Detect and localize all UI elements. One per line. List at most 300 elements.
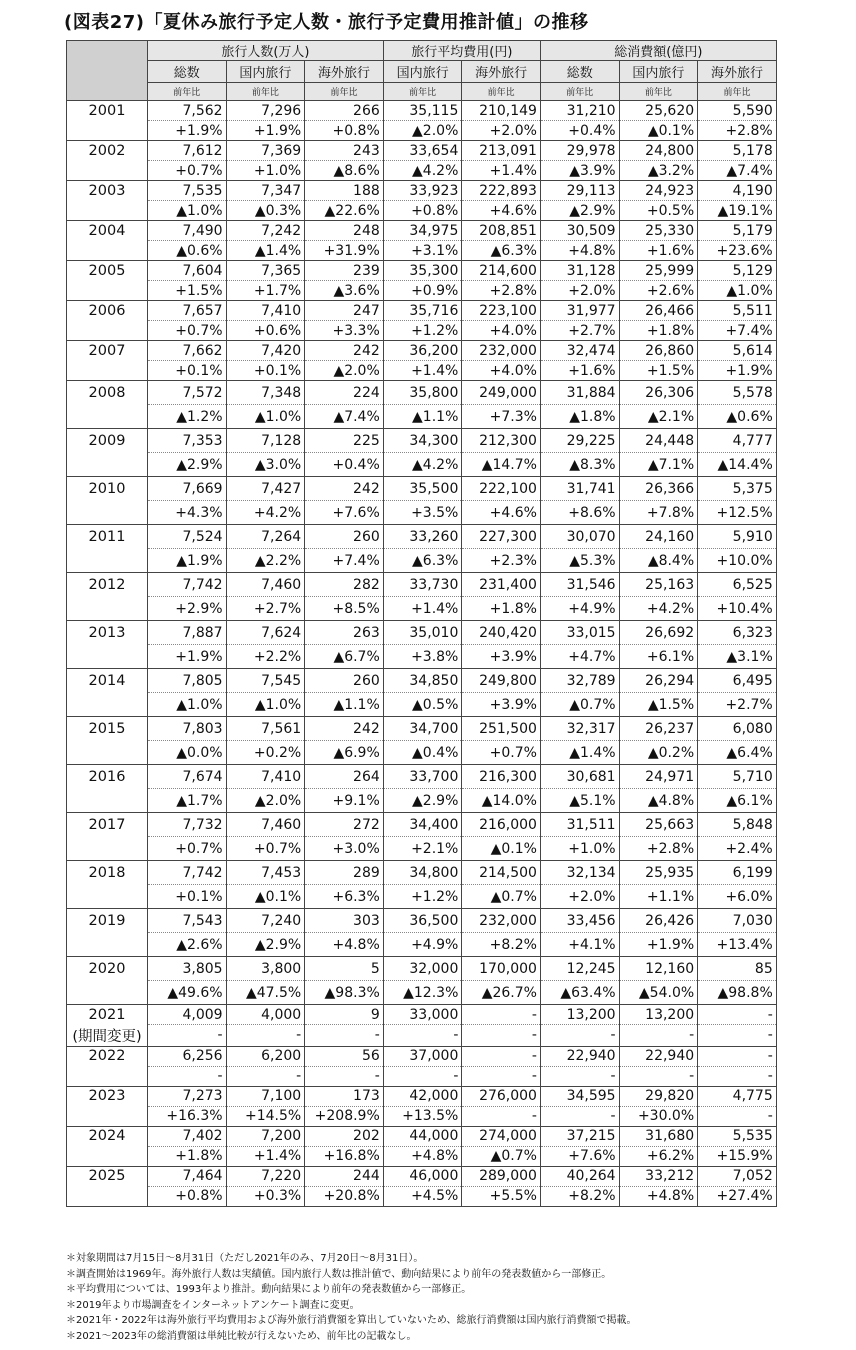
value-cell: - <box>462 1046 541 1066</box>
yoy-cell: ▲12.3% <box>383 981 462 1005</box>
yoy-cell: +1.9% <box>148 645 227 669</box>
footnote-line: ＊2021年・2022年は海外旅行平均費用および海外旅行消費額を算出していないため、総旅行消費額は国内旅行消費額で掲載。 <box>66 1315 637 1327</box>
yoy-cell: +1.2% <box>383 321 462 341</box>
year-sub-label <box>67 241 148 261</box>
year-cell: 2024 <box>67 1126 148 1146</box>
value-cell: 25,163 <box>619 573 698 597</box>
yoy-cell: +27.4% <box>698 1186 777 1206</box>
year-cell: 2017 <box>67 813 148 837</box>
table-row <box>67 1126 777 1146</box>
value-cell: 33,260 <box>383 525 462 549</box>
value-cell: 7,402 <box>148 1126 227 1146</box>
yoy-cell: +7.8% <box>619 501 698 525</box>
yoy-cell: ▲3.6% <box>305 281 384 301</box>
value-cell: 34,595 <box>540 1086 619 1106</box>
value-cell: 32,000 <box>383 957 462 981</box>
yoy-cell: - <box>698 1066 777 1086</box>
yoy-cell: +0.7% <box>148 837 227 861</box>
yoy-cell: ▲1.1% <box>305 693 384 717</box>
yoy-cell: +7.3% <box>462 405 541 429</box>
value-cell: 34,800 <box>383 861 462 885</box>
year-cell: 2014 <box>67 669 148 693</box>
value-cell: 26,426 <box>619 909 698 933</box>
table-row-yoy <box>67 1066 777 1086</box>
yoy-cell: ▲0.1% <box>462 837 541 861</box>
value-cell: 44,000 <box>383 1126 462 1146</box>
yoy-cell: ▲2.9% <box>383 789 462 813</box>
yoy-cell: ▲8.4% <box>619 549 698 573</box>
yoy-cell: +3.0% <box>305 837 384 861</box>
value-cell: 33,015 <box>540 621 619 645</box>
header-travelers: 旅行人数(万人) <box>148 41 384 61</box>
yoy-cell: +20.8% <box>305 1186 384 1206</box>
yoy-cell: ▲22.6% <box>305 201 384 221</box>
value-cell: - <box>462 1005 541 1025</box>
value-cell: 46,000 <box>383 1166 462 1186</box>
value-cell: 24,923 <box>619 181 698 201</box>
yoy-cell: +2.9% <box>148 597 227 621</box>
yoy-cell: ▲1.0% <box>698 281 777 301</box>
table-row <box>67 141 777 161</box>
yoy-cell: +30.0% <box>619 1106 698 1126</box>
value-cell: 248 <box>305 221 384 241</box>
value-cell: 227,300 <box>462 525 541 549</box>
year-cell: 2018 <box>67 861 148 885</box>
value-cell: 4,777 <box>698 429 777 453</box>
year-cell: 2022 <box>67 1046 148 1066</box>
yoy-cell: +8.5% <box>305 597 384 621</box>
value-cell: 9 <box>305 1005 384 1025</box>
year-cell: 2020 <box>67 957 148 981</box>
value-cell: 272 <box>305 813 384 837</box>
table-row-yoy <box>67 1146 777 1166</box>
table-row-yoy <box>67 933 777 957</box>
value-cell: 276,000 <box>462 1086 541 1106</box>
yoy-cell: +2.2% <box>226 645 305 669</box>
yoy-cell: +2.6% <box>619 281 698 301</box>
yoy-cell: +3.1% <box>383 241 462 261</box>
value-cell: 24,800 <box>619 141 698 161</box>
yoy-cell: ▲5.1% <box>540 789 619 813</box>
yoy-cell: - <box>540 1106 619 1126</box>
yoy-cell: +7.6% <box>305 501 384 525</box>
value-cell: 7,535 <box>148 181 227 201</box>
yoy-cell: +2.0% <box>540 281 619 301</box>
yoy-cell: ▲2.9% <box>148 453 227 477</box>
value-cell: 7,353 <box>148 429 227 453</box>
table-row-yoy <box>67 1186 777 1206</box>
table-row <box>67 861 777 885</box>
table-row-yoy <box>67 161 777 181</box>
value-cell: 244 <box>305 1166 384 1186</box>
yoy-cell: +0.9% <box>383 281 462 301</box>
yoy-cell: +4.8% <box>383 1146 462 1166</box>
value-cell: 7,200 <box>226 1126 305 1146</box>
value-cell: 251,500 <box>462 717 541 741</box>
yoy-cell: +0.6% <box>226 321 305 341</box>
year-sub-label <box>67 281 148 301</box>
value-cell: 7,453 <box>226 861 305 885</box>
yoy-cell: +5.5% <box>462 1186 541 1206</box>
year-cell: 2016 <box>67 765 148 789</box>
value-cell: 4,000 <box>226 1005 305 1025</box>
value-cell: 303 <box>305 909 384 933</box>
yoy-cell: +4.6% <box>462 201 541 221</box>
header-sub-0: 総数 <box>148 61 227 83</box>
yoy-cell: +2.8% <box>619 837 698 861</box>
yoy-cell: +0.3% <box>226 1186 305 1206</box>
yoy-cell: ▲3.2% <box>619 161 698 181</box>
value-cell: 7,604 <box>148 261 227 281</box>
value-cell: 7,420 <box>226 341 305 361</box>
value-cell: 5,179 <box>698 221 777 241</box>
value-cell: 7,273 <box>148 1086 227 1106</box>
value-cell: 13,200 <box>619 1005 698 1025</box>
yoy-cell: ▲14.0% <box>462 789 541 813</box>
year-cell: 2021 <box>67 1005 148 1025</box>
value-cell: 31,680 <box>619 1126 698 1146</box>
yoy-cell: ▲98.3% <box>305 981 384 1005</box>
yoy-cell: ▲2.6% <box>148 933 227 957</box>
value-cell: 222,893 <box>462 181 541 201</box>
value-cell: 25,935 <box>619 861 698 885</box>
value-cell: 34,300 <box>383 429 462 453</box>
year-sub-label <box>67 597 148 621</box>
value-cell: 4,190 <box>698 181 777 201</box>
value-cell: 26,237 <box>619 717 698 741</box>
header-sub-5: 総数 <box>540 61 619 83</box>
table-row <box>67 813 777 837</box>
table-row <box>67 341 777 361</box>
yoy-cell: +4.2% <box>619 597 698 621</box>
yoy-cell: ▲0.0% <box>148 741 227 765</box>
table-row-yoy <box>67 885 777 909</box>
yoy-cell: ▲47.5% <box>226 981 305 1005</box>
yoy-cell: +8.2% <box>540 1186 619 1206</box>
value-cell: 35,010 <box>383 621 462 645</box>
yoy-cell: ▲1.2% <box>148 405 227 429</box>
value-cell: 12,245 <box>540 957 619 981</box>
yoy-cell: +0.7% <box>462 741 541 765</box>
yoy-cell: ▲0.7% <box>462 885 541 909</box>
value-cell: 24,448 <box>619 429 698 453</box>
value-cell: 260 <box>305 525 384 549</box>
yoy-cell: +0.7% <box>148 161 227 181</box>
yoy-cell: +0.5% <box>619 201 698 221</box>
yoy-cell: ▲1.0% <box>148 693 227 717</box>
value-cell: 25,330 <box>619 221 698 241</box>
value-cell: 33,456 <box>540 909 619 933</box>
value-cell: 216,300 <box>462 765 541 789</box>
value-cell: 282 <box>305 573 384 597</box>
table-row-yoy <box>67 645 777 669</box>
value-cell: 7,460 <box>226 813 305 837</box>
year-sub-label <box>67 453 148 477</box>
yoy-cell: - <box>462 1106 541 1126</box>
yoy-cell: +1.9% <box>148 121 227 141</box>
year-cell: 2019 <box>67 909 148 933</box>
yoy-cell: +4.7% <box>540 645 619 669</box>
footnote-line: ＊平均費用については、1993年より推計。動向結果により前年の発表数値から一部修正。 <box>66 1284 472 1296</box>
value-cell: 242 <box>305 717 384 741</box>
value-cell: 7,524 <box>148 525 227 549</box>
header-total-spending: 総消費額(億円) <box>540 41 776 61</box>
yoy-cell: ▲8.3% <box>540 453 619 477</box>
value-cell: 212,300 <box>462 429 541 453</box>
table-row-yoy <box>67 201 777 221</box>
value-cell: 29,225 <box>540 429 619 453</box>
table-row-yoy <box>67 981 777 1005</box>
value-cell: 24,971 <box>619 765 698 789</box>
year-sub-label <box>67 837 148 861</box>
table-row-yoy <box>67 597 777 621</box>
year-sub-label <box>67 405 148 429</box>
year-sub-label <box>67 501 148 525</box>
value-cell: 6,080 <box>698 717 777 741</box>
yoy-cell: - <box>305 1066 384 1086</box>
value-cell: 34,850 <box>383 669 462 693</box>
yoy-cell: +1.4% <box>226 1146 305 1166</box>
header-yoy-label: 前年比 <box>305 83 384 101</box>
header-sub-7: 海外旅行 <box>698 61 777 83</box>
yoy-cell: +2.0% <box>462 121 541 141</box>
value-cell: 33,730 <box>383 573 462 597</box>
year-cell: 2025 <box>67 1166 148 1186</box>
value-cell: 5,710 <box>698 765 777 789</box>
value-cell: 5,511 <box>698 301 777 321</box>
value-cell: 7,220 <box>226 1166 305 1186</box>
yoy-cell: - <box>619 1066 698 1086</box>
value-cell: 37,000 <box>383 1046 462 1066</box>
yoy-cell: ▲1.9% <box>148 549 227 573</box>
value-cell: 5,375 <box>698 477 777 501</box>
yoy-cell: ▲2.2% <box>226 549 305 573</box>
yoy-cell: +15.9% <box>698 1146 777 1166</box>
yoy-cell: +1.7% <box>226 281 305 301</box>
yoy-cell: ▲49.6% <box>148 981 227 1005</box>
value-cell: 6,199 <box>698 861 777 885</box>
yoy-cell: +3.8% <box>383 645 462 669</box>
value-cell: 7,562 <box>148 101 227 121</box>
yoy-cell: +12.5% <box>698 501 777 525</box>
yoy-cell: +1.8% <box>462 597 541 621</box>
yoy-cell: +0.8% <box>305 121 384 141</box>
header-sub-2: 海外旅行 <box>305 61 384 83</box>
table-row-yoy <box>67 121 777 141</box>
value-cell: 26,366 <box>619 477 698 501</box>
header-yoy-label: 前年比 <box>148 83 227 101</box>
value-cell: 7,410 <box>226 301 305 321</box>
value-cell: 3,805 <box>148 957 227 981</box>
value-cell: 7,410 <box>226 765 305 789</box>
table-row-yoy <box>67 361 777 381</box>
table-row <box>67 957 777 981</box>
yoy-cell: ▲3.9% <box>540 161 619 181</box>
value-cell: 5 <box>305 957 384 981</box>
yoy-cell: +3.5% <box>383 501 462 525</box>
value-cell: 232,000 <box>462 909 541 933</box>
yoy-cell: +0.7% <box>226 837 305 861</box>
yoy-cell: ▲2.9% <box>226 933 305 957</box>
value-cell: 31,884 <box>540 381 619 405</box>
value-cell: 85 <box>698 957 777 981</box>
yoy-cell: +1.6% <box>619 241 698 261</box>
year-cell: 2009 <box>67 429 148 453</box>
header-yoy-label: 前年比 <box>383 83 462 101</box>
yoy-cell: - <box>698 1106 777 1126</box>
value-cell: 7,460 <box>226 573 305 597</box>
travel-estimate-table <box>66 40 777 1207</box>
table-row-yoy <box>67 549 777 573</box>
yoy-cell: ▲1.0% <box>226 693 305 717</box>
header-sub-3: 国内旅行 <box>383 61 462 83</box>
yoy-cell: ▲0.1% <box>619 121 698 141</box>
table-row-yoy <box>67 281 777 301</box>
value-cell: 4,009 <box>148 1005 227 1025</box>
value-cell: 7,657 <box>148 301 227 321</box>
value-cell: 7,803 <box>148 717 227 741</box>
year-sub-label <box>67 1146 148 1166</box>
header-sub-6: 国内旅行 <box>619 61 698 83</box>
yoy-cell: +6.0% <box>698 885 777 909</box>
value-cell: 7,662 <box>148 341 227 361</box>
yoy-cell: +1.6% <box>540 361 619 381</box>
yoy-cell: +0.7% <box>148 321 227 341</box>
yoy-cell: +2.8% <box>698 121 777 141</box>
value-cell: 26,294 <box>619 669 698 693</box>
value-cell: 7,887 <box>148 621 227 645</box>
value-cell: 7,669 <box>148 477 227 501</box>
table-row-yoy <box>67 789 777 813</box>
value-cell: 22,940 <box>619 1046 698 1066</box>
yoy-cell: ▲2.1% <box>619 405 698 429</box>
value-cell: 7,052 <box>698 1166 777 1186</box>
footnotes <box>66 1251 637 1345</box>
yoy-cell: ▲6.1% <box>698 789 777 813</box>
value-cell: 26,466 <box>619 301 698 321</box>
yoy-cell: +8.6% <box>540 501 619 525</box>
yoy-cell: ▲7.4% <box>698 161 777 181</box>
value-cell: 25,620 <box>619 101 698 121</box>
yoy-cell: ▲7.1% <box>619 453 698 477</box>
yoy-cell: ▲0.5% <box>383 693 462 717</box>
header-sub-1: 国内旅行 <box>226 61 305 83</box>
value-cell: 225 <box>305 429 384 453</box>
year-cell: 2015 <box>67 717 148 741</box>
yoy-cell: +3.9% <box>462 645 541 669</box>
yoy-cell: ▲2.0% <box>383 121 462 141</box>
yoy-cell: +1.0% <box>226 161 305 181</box>
value-cell: - <box>698 1005 777 1025</box>
value-cell: 170,000 <box>462 957 541 981</box>
value-cell: 7,561 <box>226 717 305 741</box>
year-sub-label <box>67 321 148 341</box>
table-row <box>67 525 777 549</box>
yoy-cell: +1.9% <box>619 933 698 957</box>
value-cell: 6,495 <box>698 669 777 693</box>
year-sub-label <box>67 121 148 141</box>
yoy-cell: +4.8% <box>540 241 619 261</box>
year-cell: 2007 <box>67 341 148 361</box>
yoy-cell: ▲14.7% <box>462 453 541 477</box>
table-row <box>67 1005 777 1025</box>
table-row <box>67 1086 777 1106</box>
yoy-cell: +4.0% <box>462 321 541 341</box>
yoy-cell: ▲2.9% <box>540 201 619 221</box>
yoy-cell: +0.2% <box>226 741 305 765</box>
value-cell: 40,264 <box>540 1166 619 1186</box>
value-cell: 7,612 <box>148 141 227 161</box>
value-cell: 7,464 <box>148 1166 227 1186</box>
year-sub-label <box>67 741 148 765</box>
yoy-cell: ▲1.8% <box>540 405 619 429</box>
yoy-cell: +23.6% <box>698 241 777 261</box>
yoy-cell: - <box>698 1025 777 1047</box>
value-cell: 30,509 <box>540 221 619 241</box>
yoy-cell: ▲6.4% <box>698 741 777 765</box>
yoy-cell: ▲3.1% <box>698 645 777 669</box>
value-cell: 242 <box>305 477 384 501</box>
value-cell: - <box>698 1046 777 1066</box>
yoy-cell: +1.1% <box>619 885 698 909</box>
year-cell: 2013 <box>67 621 148 645</box>
value-cell: 37,215 <box>540 1126 619 1146</box>
value-cell: 5,535 <box>698 1126 777 1146</box>
footnote-line: ＊2021～2023年の総消費額は単純比較が行えないため、前年比の記載なし。 <box>66 1330 417 1342</box>
table-row-yoy <box>67 1025 777 1047</box>
yoy-cell: ▲26.7% <box>462 981 541 1005</box>
yoy-cell: +0.4% <box>305 453 384 477</box>
yoy-cell: +1.2% <box>383 885 462 909</box>
value-cell: 32,789 <box>540 669 619 693</box>
yoy-cell: +4.8% <box>619 1186 698 1206</box>
yoy-cell: - <box>148 1066 227 1086</box>
yoy-cell: +3.3% <box>305 321 384 341</box>
value-cell: 5,578 <box>698 381 777 405</box>
value-cell: 7,030 <box>698 909 777 933</box>
yoy-cell: +1.8% <box>619 321 698 341</box>
value-cell: 231,400 <box>462 573 541 597</box>
yoy-cell: - <box>540 1025 619 1047</box>
yoy-cell: +1.0% <box>540 837 619 861</box>
value-cell: 35,500 <box>383 477 462 501</box>
yoy-cell: +4.2% <box>226 501 305 525</box>
yoy-cell: ▲6.9% <box>305 741 384 765</box>
value-cell: 33,654 <box>383 141 462 161</box>
yoy-cell: +4.3% <box>148 501 227 525</box>
year-sub-label <box>67 1066 148 1086</box>
year-sub-label <box>67 933 148 957</box>
yoy-cell: +4.9% <box>383 933 462 957</box>
yoy-cell: ▲6.3% <box>462 241 541 261</box>
value-cell: 12,160 <box>619 957 698 981</box>
value-cell: 33,000 <box>383 1005 462 1025</box>
value-cell: 13,200 <box>540 1005 619 1025</box>
value-cell: 188 <box>305 181 384 201</box>
yoy-cell: ▲6.7% <box>305 645 384 669</box>
value-cell: 32,134 <box>540 861 619 885</box>
value-cell: 35,300 <box>383 261 462 281</box>
value-cell: 232,000 <box>462 341 541 361</box>
yoy-cell: ▲4.2% <box>383 161 462 181</box>
yoy-cell: ▲4.8% <box>619 789 698 813</box>
yoy-cell: - <box>383 1025 462 1047</box>
value-cell: 7,742 <box>148 573 227 597</box>
value-cell: 26,692 <box>619 621 698 645</box>
value-cell: 34,975 <box>383 221 462 241</box>
yoy-cell: ▲0.2% <box>619 741 698 765</box>
yoy-cell: - <box>383 1066 462 1086</box>
